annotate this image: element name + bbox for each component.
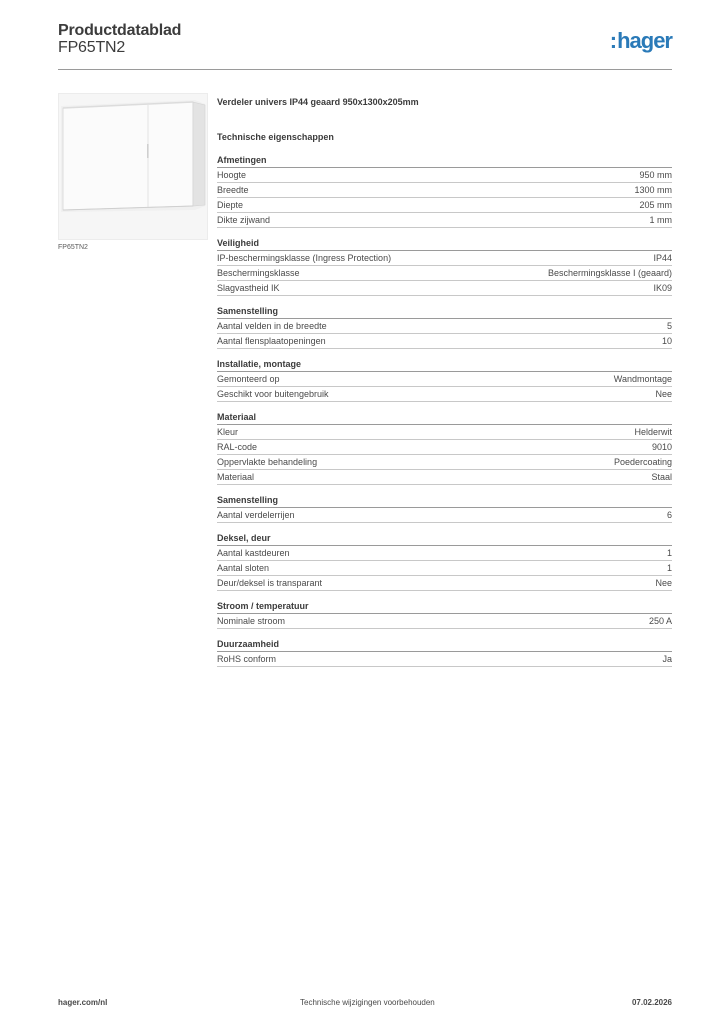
spec-section: [217, 411, 672, 485]
spec-value: Wandmontage: [613, 374, 672, 384]
product-code: FP65TN2: [58, 39, 126, 56]
spec-value: Beschermingsklasse I (geaard): [547, 268, 672, 278]
spec-row: [217, 281, 672, 296]
spec-row: [217, 372, 672, 387]
section-heading: Afmetingen: [217, 154, 672, 168]
spec-row: [217, 652, 672, 667]
spec-label: Aantal flensplaatopeningen: [217, 336, 326, 346]
product-title: Verdeler univers IP44 geaard 950x1300x205mm: [217, 97, 419, 107]
spec-value: 1 mm: [649, 215, 672, 225]
spec-label: Kleur: [217, 427, 239, 437]
section-heading: Stroom / temperatuur: [217, 600, 672, 614]
spec-section: [217, 237, 672, 296]
spec-label: Diepte: [217, 200, 244, 210]
spec-row: [217, 614, 672, 629]
spec-section: [217, 600, 672, 629]
spec-row: [217, 198, 672, 213]
spec-value: Helderwit: [634, 427, 672, 437]
image-caption: FP65TN2: [58, 244, 88, 251]
spec-value: 950 mm: [639, 170, 672, 180]
spec-label: Geschikt voor buitengebruik: [217, 389, 329, 399]
spec-value: 1: [666, 548, 672, 558]
spec-value: Poedercoating: [613, 457, 672, 467]
document-title: Productdatablad: [58, 22, 182, 39]
spec-label: Beschermingsklasse: [217, 268, 300, 278]
spec-row: [217, 387, 672, 402]
spec-row: [217, 319, 672, 334]
spec-row: [217, 455, 672, 470]
spec-value: IK09: [653, 283, 672, 293]
spec-value: 5: [666, 321, 672, 331]
spec-row: [217, 213, 672, 228]
spec-label: Oppervlakte behandeling: [217, 457, 318, 467]
spec-value: 250 A: [648, 616, 672, 626]
footer-website: hager.com/nl: [58, 998, 108, 1007]
spec-label: Deur/deksel is transparant: [217, 578, 323, 588]
section-heading: Installatie, montage: [217, 358, 672, 372]
section-heading: Samenstelling: [217, 305, 672, 319]
section-heading: Deksel, deur: [217, 532, 672, 546]
spec-value: 205 mm: [639, 200, 672, 210]
product-image: [58, 93, 208, 240]
spec-label: Aantal kastdeuren: [217, 548, 290, 558]
spec-value: 10: [661, 336, 672, 346]
spec-sheet: [217, 95, 672, 667]
spec-value: Nee: [655, 389, 672, 399]
spec-section: [217, 358, 672, 402]
spec-section: [217, 532, 672, 591]
spec-value: Staal: [651, 472, 672, 482]
spec-label: Slagvastheid IK: [217, 283, 280, 293]
spec-value: 1: [666, 563, 672, 573]
spec-row: [217, 334, 672, 349]
spec-value: 6: [666, 510, 672, 520]
spec-label: Aantal velden in de breedte: [217, 321, 327, 331]
spec-row: [217, 470, 672, 485]
spec-section: [217, 305, 672, 349]
distribution-cabinet-illustration: [59, 94, 207, 239]
spec-label: RAL-code: [217, 442, 258, 452]
spec-label: Hoogte: [217, 170, 247, 180]
spec-row: [217, 183, 672, 198]
spec-label: IP-beschermingsklasse (Ingress Protection): [217, 253, 392, 263]
section-heading: Veiligheid: [217, 237, 672, 251]
spec-label: RoHS conform: [217, 654, 277, 664]
spec-row: [217, 440, 672, 455]
spec-label: Gemonteerd op: [217, 374, 280, 384]
spec-row: [217, 576, 672, 591]
spec-label: Dikte zijwand: [217, 215, 271, 225]
footer-date: 07.02.2026: [631, 998, 672, 1007]
spec-row: [217, 266, 672, 281]
spec-row: [217, 508, 672, 523]
spec-label: Nominale stroom: [217, 616, 286, 626]
spec-label: Aantal sloten: [217, 563, 270, 573]
footer-note: Technische wijzigingen voorbehouden: [300, 998, 435, 1007]
section-heading: Materiaal: [217, 411, 672, 425]
page-header: [58, 20, 672, 70]
spec-section: [217, 154, 672, 228]
section-heading: Samenstelling: [217, 494, 672, 508]
spec-row: [217, 251, 672, 266]
section-heading: Duurzaamheid: [217, 638, 672, 652]
spec-value: Nee: [655, 578, 672, 588]
spec-value: Ja: [662, 654, 672, 664]
spec-value: IP44: [653, 253, 672, 263]
spec-value: 1300 mm: [634, 185, 672, 195]
spec-value: 9010: [651, 442, 672, 452]
spec-section: [217, 494, 672, 523]
spec-row: [217, 561, 672, 576]
spec-row: [217, 168, 672, 183]
spec-section: [217, 638, 672, 667]
spec-row: [217, 546, 672, 561]
spec-label: Materiaal: [217, 472, 255, 482]
spec-row: [217, 425, 672, 440]
hager-logo: :hager: [609, 28, 672, 53]
spec-label: Aantal verdelerrijen: [217, 510, 295, 520]
tech-properties-title: Technische eigenschappen: [217, 132, 334, 142]
spec-label: Breedte: [217, 185, 249, 195]
